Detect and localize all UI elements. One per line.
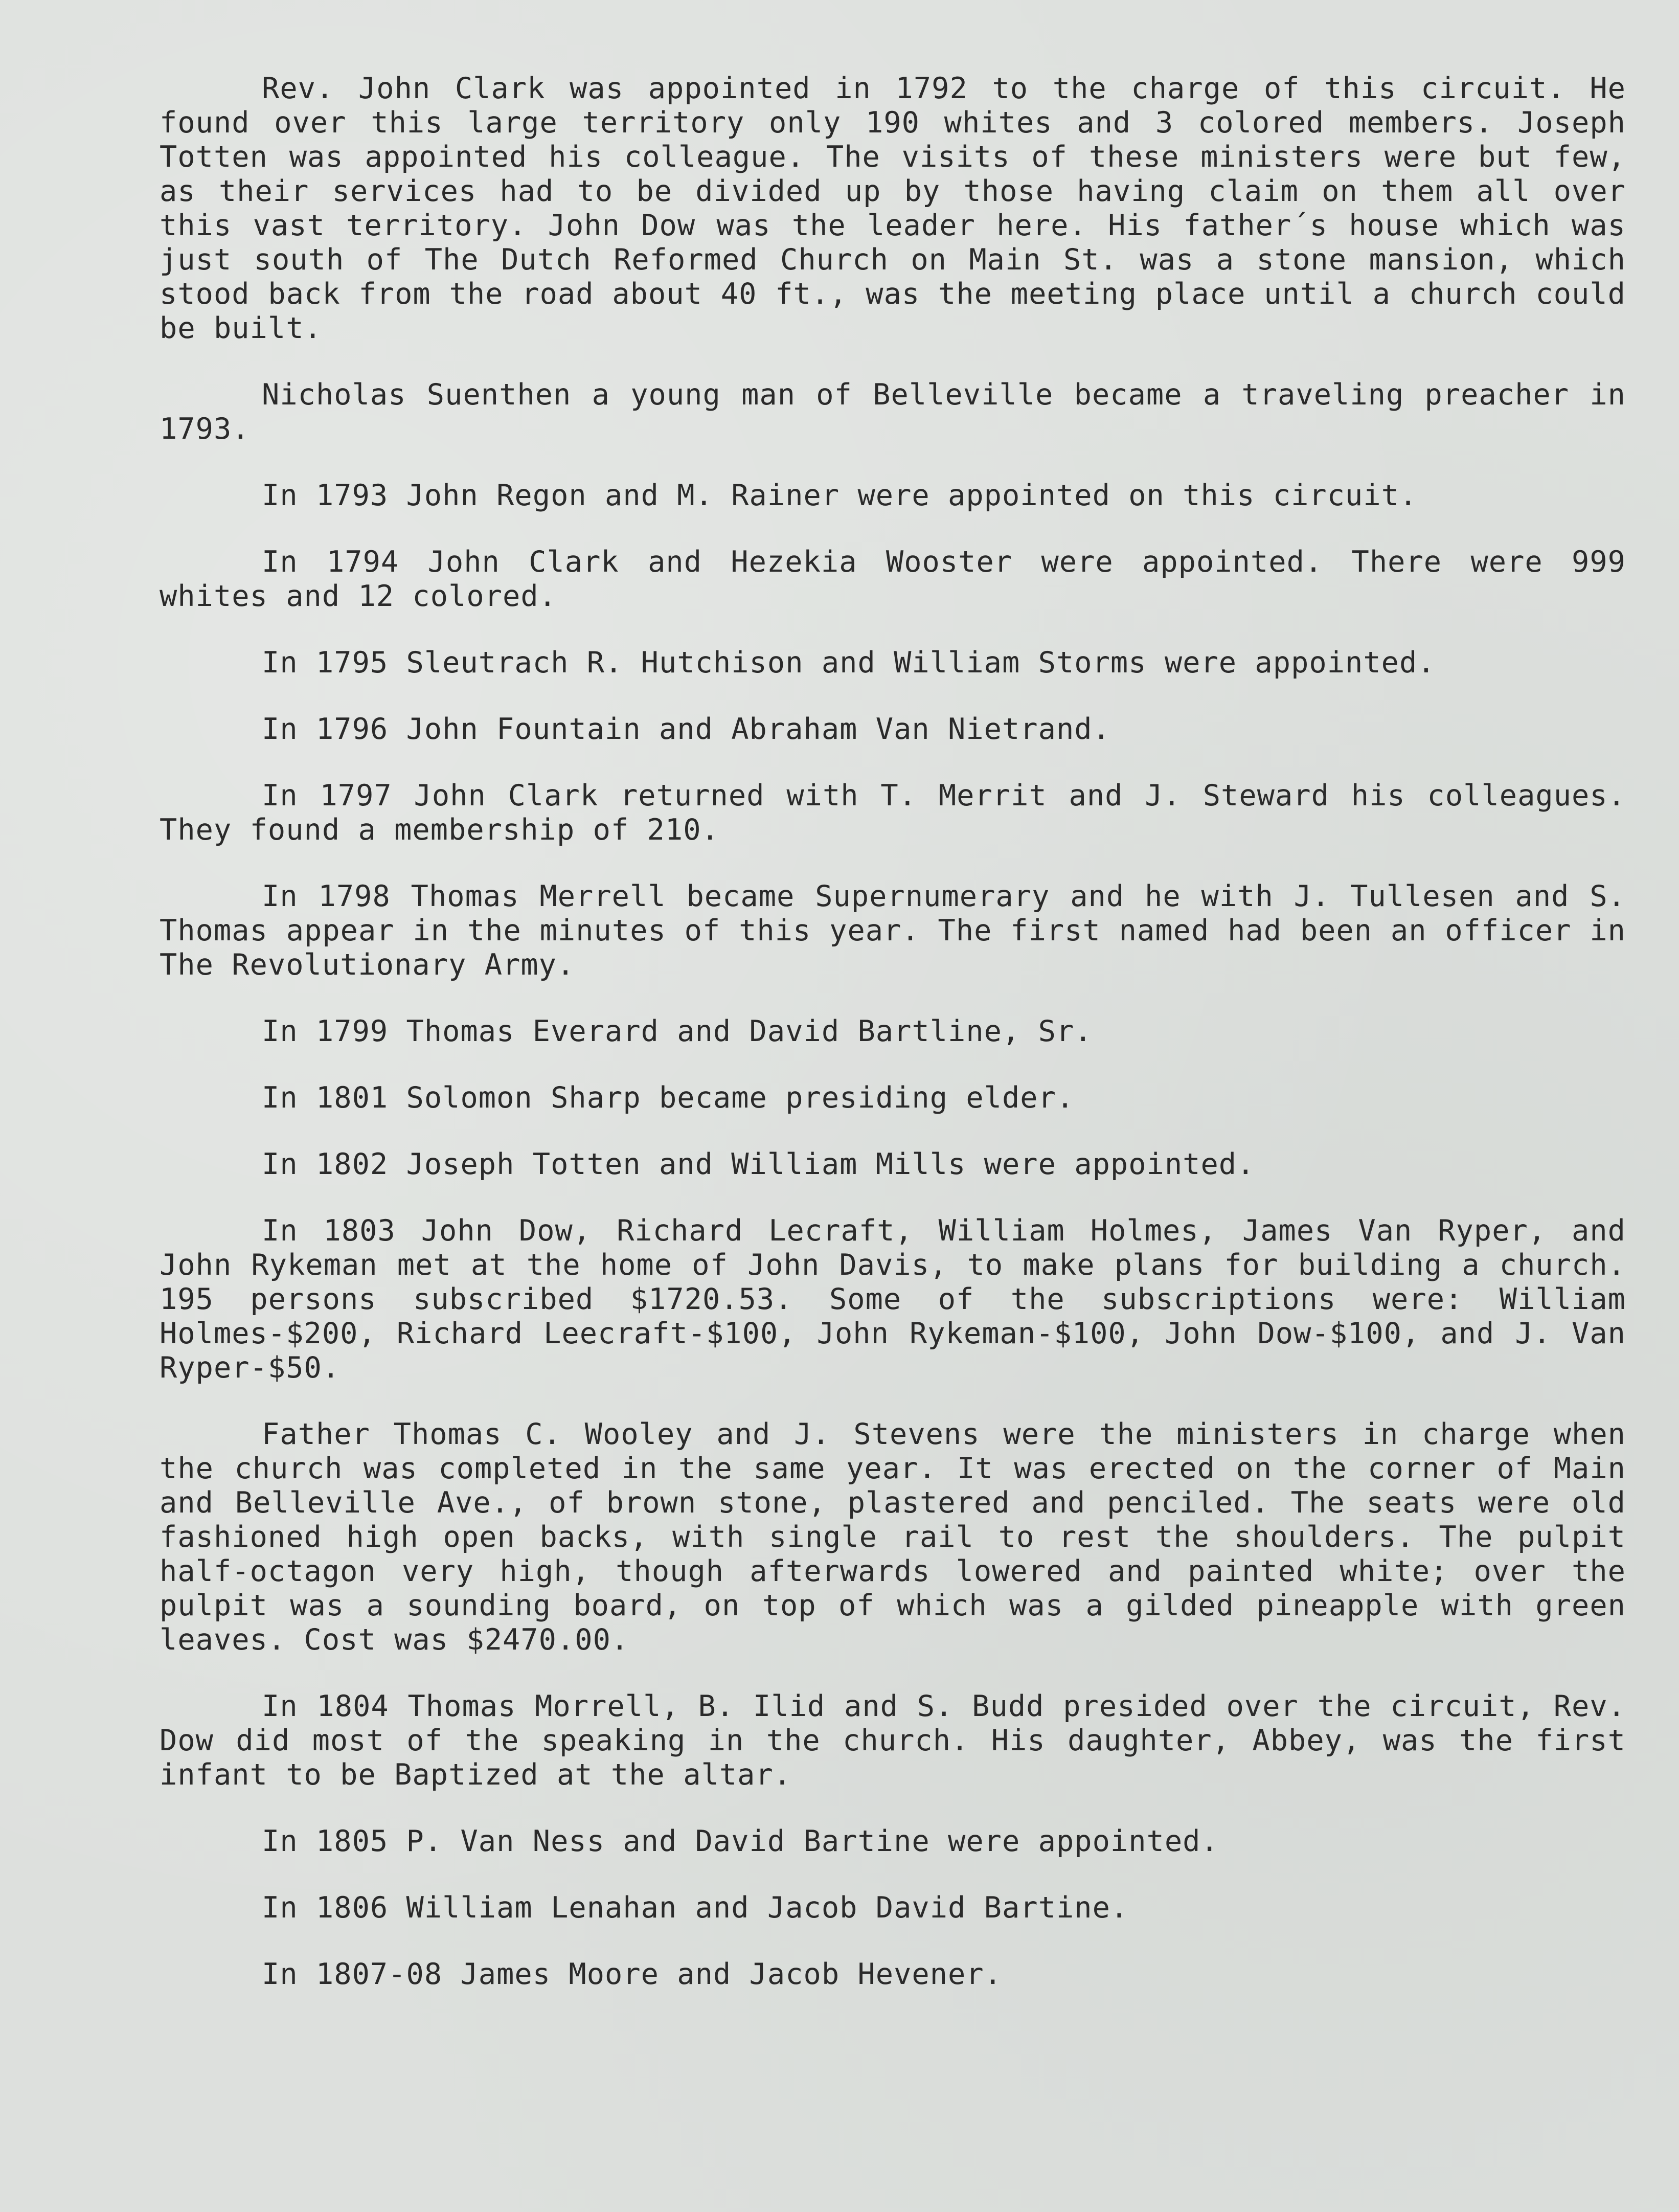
paragraph-1807-08: In 1807-08 James Moore and Jacob Hevener. xyxy=(262,1957,1002,1991)
paragraph-1798: In 1798 Thomas Merrell became Supernumerary and he with J. Tullesen and S. Thomas appear in the minutes of this year. The first named had been an officer in The Revolutionary Army. xyxy=(160,879,1626,982)
paragraph-1804: In 1804 Thomas Morrell, B. Ilid and S. Budd presided over the circuit, Rev. Dow did most of the speaking in the church. His daughter, Abbey, was the first infant to be Baptized at the altar. xyxy=(160,1689,1626,1792)
paragraph-1796: In 1796 John Fountain and Abraham Van Nietrand. xyxy=(262,712,1110,746)
paragraph-1801: In 1801 Solomon Sharp became presiding elder. xyxy=(262,1081,1075,1115)
paragraph-1799: In 1799 Thomas Everard and David Bartline, Sr. xyxy=(262,1014,1093,1048)
paragraph-1805: In 1805 P. Van Ness and David Bartine were appointed. xyxy=(262,1824,1219,1858)
paragraph-nicholas-suenthen: Nicholas Suenthen a young man of Belleville became a traveling preacher in 1793. xyxy=(160,378,1626,446)
paragraph-1795: In 1795 Sleutrach R. Hutchison and William Storms were appointed. xyxy=(262,646,1436,680)
document-body xyxy=(160,72,1626,2024)
paragraph-1797: In 1797 John Clark returned with T. Merrit and J. Steward his colleagues. They found a membership of 210. xyxy=(160,779,1626,847)
paragraph-rev-john-clark-1792: Rev. John Clark was appointed in 1792 to the charge of this circuit. He found over this large territory only 190 whites and 3 colored members. Joseph Totten was appointed his colleague. The visits of these ministers were but few, as their services had to be divided up by those having claim on them all over this vast territory. John Dow was the leader here. His father´s house which was just south of The Dutch Reformed Church on Main St. was a stone mansion, which stood back from the road about 40 ft., was the meeting place until a church could be built. xyxy=(160,72,1626,345)
paragraph-1802: In 1802 Joseph Totten and William Mills were appointed. xyxy=(262,1147,1255,1181)
paragraph-church-completed: Father Thomas C. Wooley and J. Stevens were the ministers in charge when the church was completed in the same year. It was erected on the corner of Main and Belleville Ave., of brown stone, plastered and penciled. The seats were old fashioned high open backs, with single rail to rest the shoulders. The pulpit half-octagon very high, though afterwards lowered and painted white; over the pulpit was a sounding board, on top of which was a gilded pineapple with green leaves. Cost was $2470.00. xyxy=(160,1417,1626,1657)
paragraph-1793: In 1793 John Regon and M. Rainer were appointed on this circuit. xyxy=(262,479,1418,512)
paragraph-1803: In 1803 John Dow, Richard Lecraft, William Holmes, James Van Ryper, and John Rykeman met at the home of John Davis, to make plans for building a church. 195 persons subscribed $1720.53. Some of the subscriptions were: William Holmes-$200, Richard Leecraft-$100, John Rykeman-$100, John Dow-$100, and J. Van Ryper-$50. xyxy=(160,1214,1626,1385)
paragraph-1806: In 1806 William Lenahan and Jacob David Bartine. xyxy=(262,1891,1129,1925)
paragraph-1794: In 1794 John Clark and Hezekia Wooster were appointed. There were 999 whites and 12 colored. xyxy=(160,545,1626,613)
